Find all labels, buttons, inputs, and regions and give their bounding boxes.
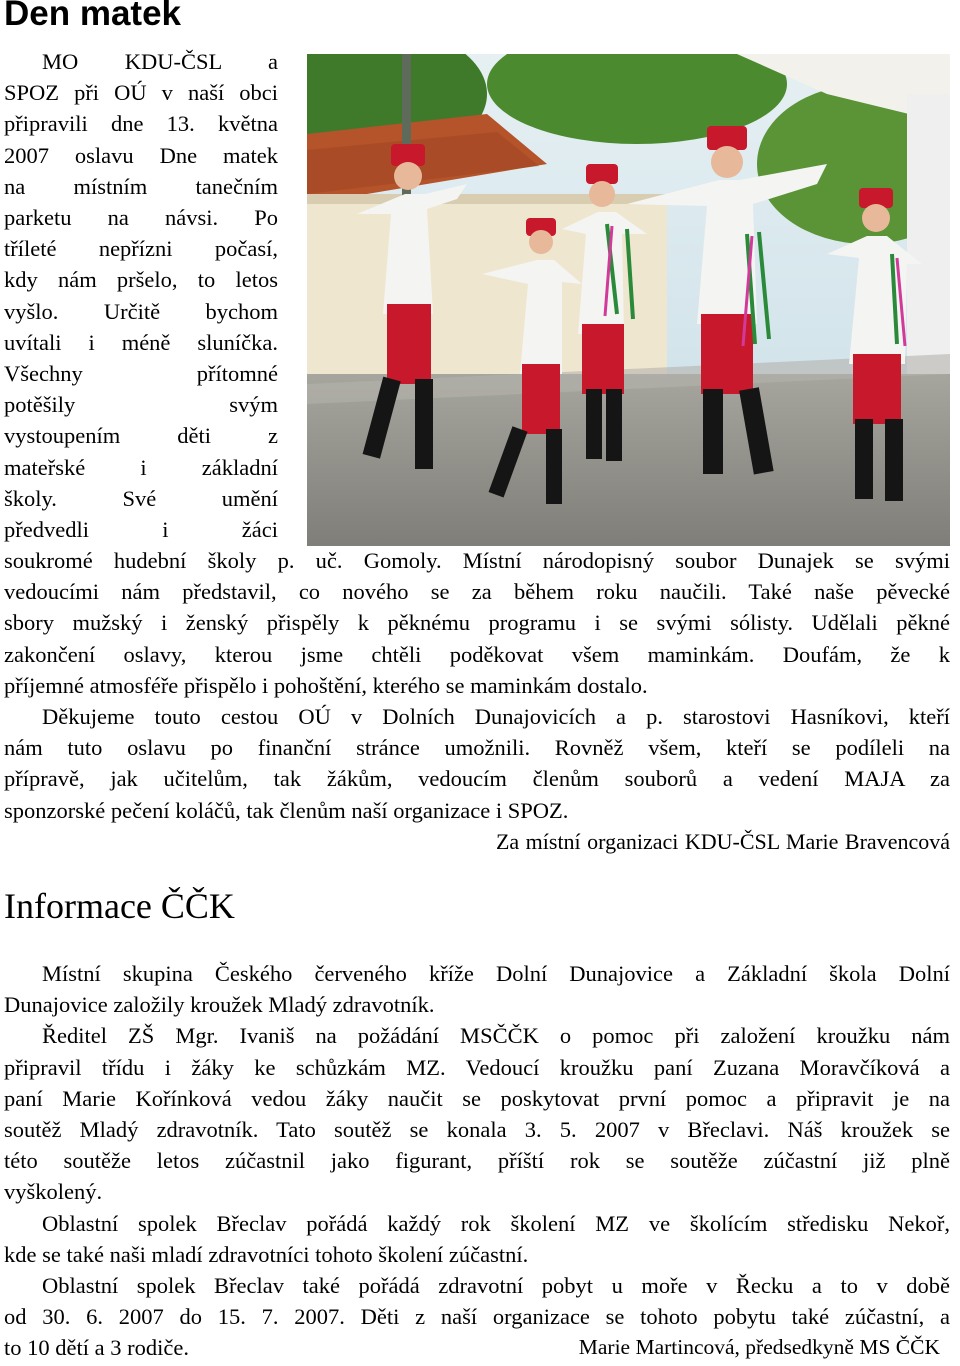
text-line: parketu na návsi. Po bbox=[4, 205, 278, 231]
text-line: nám tuto oslavu po finanční stránce umožnili. Rovněž všem, kteří se podíleli na bbox=[4, 735, 950, 761]
text-line: soukromé hudební školy p. uč. Gomoly. Místní národopisný soubor Dunajek se svými bbox=[4, 548, 950, 573]
text-line: Všechny přítomné bbox=[4, 361, 278, 387]
text-line: uvítali i méně sluníčka. bbox=[4, 329, 278, 355]
article1-wrapped-text bbox=[4, 46, 278, 545]
text-line: 2007 oslavu Dne matek bbox=[4, 142, 278, 168]
photo-illustration bbox=[307, 54, 950, 546]
text-line: na místním tanečním bbox=[4, 173, 278, 199]
text-line: vyškolený. bbox=[4, 1179, 103, 1205]
article2-signature: Marie Martincová, předsedkyně MS ČČK bbox=[578, 1335, 940, 1360]
text-line: Děkujeme touto cestou OÚ v Dolních Dunajovicích a p. starostovi Hasníkovi, kteří bbox=[42, 704, 950, 730]
text-line: této soutěže letos zúčastnil jako figurant, příští rok se soutěže zúčastní již plně bbox=[4, 1148, 950, 1174]
text-line: kdy nám pršelo, to letos bbox=[4, 267, 278, 293]
article-title-den-matek: Den matek bbox=[4, 0, 182, 33]
text-line: Místní skupina Českého červeného kříže Dolní Dunajovice a Základní škola Dolní bbox=[42, 961, 950, 986]
text-line: mateřské i základní bbox=[4, 454, 278, 480]
text-line-with-signature bbox=[4, 1332, 950, 1363]
text-line: předvedli i žáci bbox=[4, 517, 278, 543]
text-line: připravil třídu i žáky ke schůzkám MZ. Vedoucí kroužku paní Zuzana Moravčíková a bbox=[4, 1054, 950, 1080]
folk-dancers-photo bbox=[307, 54, 950, 546]
text-line: příjemné atmosféře přispělo i pohoštění, kterého se maminkám dostalo. bbox=[4, 672, 648, 698]
text-line: to 10 dětí a 3 rodiče. bbox=[4, 1335, 189, 1361]
text-line: školy. Své umění bbox=[4, 485, 278, 511]
text-line: vystoupením děti z bbox=[4, 423, 278, 449]
text-line: přípravě, jak učitelům, tak žákům, vedoucím členům souborů a vedení MAJA za bbox=[4, 766, 950, 792]
text-line: sponzorské pečení koláčů, tak členům naší organizace i SPOZ. bbox=[4, 797, 569, 823]
article1-body-text bbox=[4, 545, 950, 826]
text-line: potěšily svým bbox=[4, 392, 278, 418]
text-line: Oblastní spolek Břeclav také pořádá zdravotní pobyt u moře v Řecku a to v době bbox=[42, 1273, 950, 1299]
text-line: kde se také naši mladí zdravotníci tohoto školení zúčastní. bbox=[4, 1241, 529, 1267]
text-line: Ředitel ZŠ Mgr. Ivaniš na požádání MSČČK o pomoc při založení kroužku nám bbox=[42, 1023, 950, 1049]
text-line: MO KDU-ČSL a bbox=[42, 49, 278, 74]
text-line: paní Marie Kořínková vedou žáky naučit se poskytovat první pomoc a připravit je na bbox=[4, 1085, 950, 1111]
text-line: Dunajovice založily kroužek Mladý zdravotník. bbox=[4, 992, 435, 1018]
text-line: tříleté nepřízni počasí, bbox=[4, 236, 278, 262]
text-line: sbory mužský i ženský přispěly k pěknému programu i se svými sólisty. Udělali pěkné bbox=[4, 610, 950, 636]
article-title-informace-cck: Informace ČČK bbox=[4, 886, 235, 926]
article2-body-text bbox=[4, 958, 950, 1364]
text-line: SPOZ při OÚ v naší obci bbox=[4, 80, 278, 106]
text-line: od 30. 6. 2007 do 15. 7. 2007. Děti z naší organizace se tohoto pobytu také zúčastní, a bbox=[4, 1304, 950, 1330]
article1-signature: Za místní organizaci KDU-ČSL Marie Bravencová bbox=[495, 829, 950, 854]
text-line: připravili dne 13. května bbox=[4, 111, 278, 137]
text-line: soutěž Mladý zdravotník. Tato soutěž se konala 3. 5. 2007 v Břeclavi. Náš kroužek se bbox=[4, 1117, 950, 1143]
text-line: zakončení oslavy, kterou jsme chtěli poděkovat všem maminkám. Doufám, že k bbox=[4, 641, 950, 667]
text-line: vyšlo. Určitě bychom bbox=[4, 298, 278, 324]
text-line: vedoucími nám představil, co nového se za během roku naučili. Také naše pěvecké bbox=[4, 579, 950, 605]
text-line: Oblastní spolek Břeclav pořádá každý rok školení MZ ve školícím středisku Nekoř, bbox=[42, 1210, 950, 1236]
